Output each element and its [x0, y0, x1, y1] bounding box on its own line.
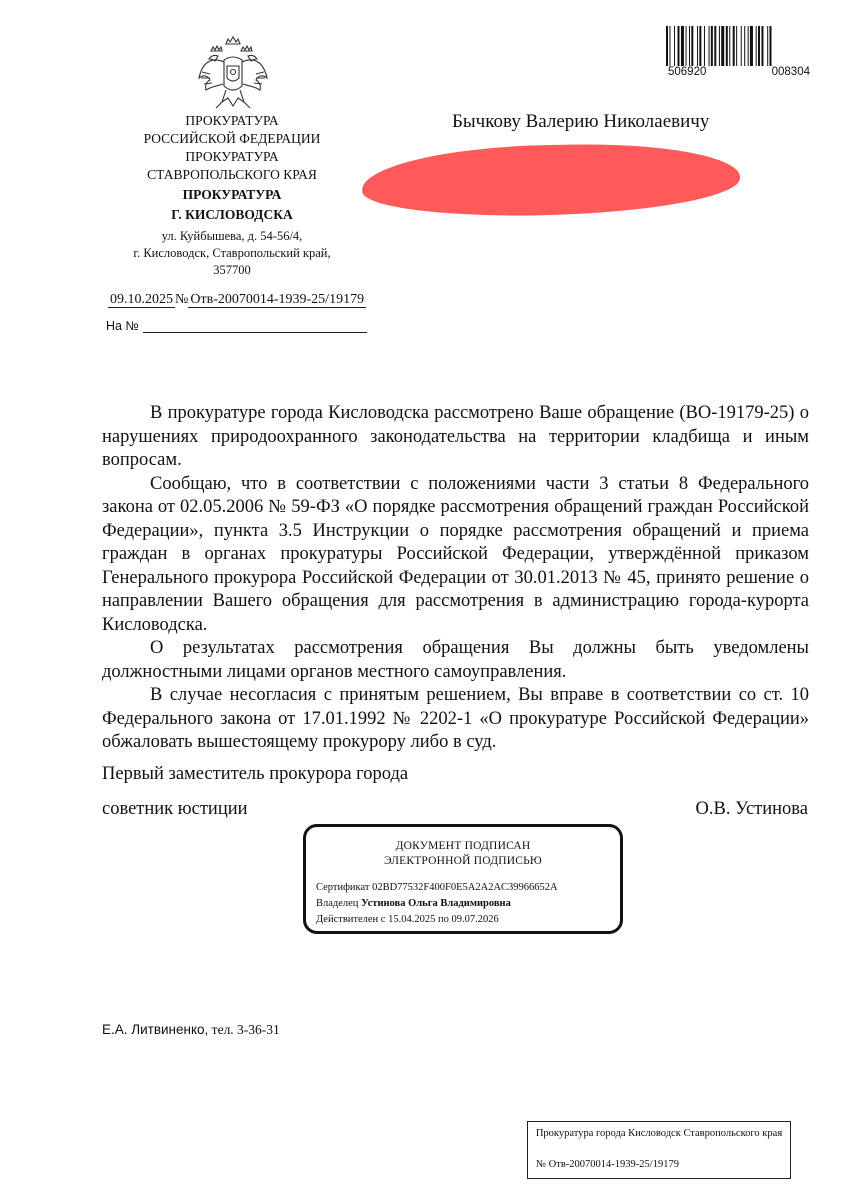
barcode-bar	[714, 26, 716, 66]
barcode-bar	[691, 26, 693, 66]
barcode	[666, 26, 808, 70]
barcode-bar	[689, 26, 690, 66]
issuer-bold-line: Г. КИСЛОВОДСКА	[171, 207, 293, 222]
outgoing-registration	[108, 292, 366, 308]
barcode-bar	[704, 26, 705, 66]
esign-owner	[316, 898, 511, 909]
barcode-bar	[719, 26, 720, 66]
signatory-name: О.В. Устинова	[695, 799, 808, 819]
barcode-bar	[729, 26, 730, 66]
barcode-bar	[767, 26, 768, 66]
executor-name: Е.А. Литвиненко,	[102, 1022, 209, 1037]
body-paragraph: О результатах рассмотрения обращения Вы должны быть уведомлены должностными лицами органов местного самоуправления.	[102, 638, 809, 682]
signatory-rank: советник юстиции	[102, 799, 248, 819]
esign-certificate	[316, 882, 558, 893]
issuer-address-line: г. Кисловодск, Ставропольский край,	[133, 246, 331, 260]
barcode-bar	[669, 26, 670, 66]
barcode-right-number: 008304	[771, 66, 810, 78]
esign-cert-value: 02BD77532F400F0E5A2A2AC39966652A	[372, 882, 558, 893]
body-paragraph: Сообщаю, что в соответствии с положениями части 3 статьи 8 Федерального закона от 02.05.2006 № 59-ФЗ «О порядке рассмотрения обращений граждан Российской Федерации», пункта 3.5 Инструкции о порядке рассмотрения обращений и приема граждан в органах прокуратуры Российской Федерации, утверждённой приказом Генерального прокурора Российской Федерации от 30.01.2013 № 45, принято решение о направлении Вашего обращения для рассмотрения в администрацию города-курорта Кисловодска.	[102, 473, 809, 635]
barcode-bar	[721, 26, 724, 66]
redaction-mark	[361, 141, 740, 219]
issuer-address-line: 357700	[213, 263, 251, 277]
esign-valid-from-label: Действителен с	[316, 914, 386, 925]
issuer-line: ПРОКУРАТУРА	[185, 113, 279, 128]
signatory-title: Первый заместитель прокурора города	[102, 764, 409, 784]
barcode-bar	[678, 26, 680, 66]
reg-stamp-org: Прокуратура города Кисловодск Ставропольского края	[535, 1128, 783, 1139]
addressee-name: Бычкову Валерию Николаевичу	[452, 111, 710, 132]
body-paragraph: В прокуратуре города Кисловодска рассмотрено Ваше обращение (ВО-19179-25) о нарушениях природоохранного законодательства на территории кладбища и иным вопросам.	[102, 403, 809, 470]
issuer-block	[96, 112, 368, 279]
barcode-bar	[709, 26, 710, 66]
barcode-bar	[681, 26, 684, 66]
outgoing-number: Отв-20070014-1939-25/19179	[190, 292, 365, 307]
issuer-line: ПРОКУРАТУРА	[185, 149, 279, 164]
esign-header-line: ДОКУМЕНТ ПОДПИСАН	[395, 840, 531, 852]
esign-header-line: ЭЛЕКТРОННОЙ ПОДПИСЬЮ	[384, 855, 542, 867]
esign-owner-value: Устинова Ольга Владимировна	[361, 898, 511, 909]
esign-valid-from: 15.04.2025	[388, 914, 436, 925]
barcode-bar	[744, 26, 745, 66]
issuer-line: СТАВРОПОЛЬСКОГО КРАЯ	[147, 167, 317, 182]
barcode-bar	[686, 26, 687, 66]
esign-cert-label: Сертификат	[316, 882, 370, 893]
barcode-bar	[674, 26, 675, 66]
reg-stamp-number	[536, 1159, 679, 1170]
number-sign: №	[175, 292, 189, 307]
registration-stamp	[527, 1121, 791, 1179]
barcode-bar	[758, 26, 760, 66]
esign-validity	[316, 914, 499, 925]
barcode-bar	[756, 26, 757, 66]
barcode-bar	[697, 26, 698, 66]
barcode-bar	[711, 26, 713, 66]
barcode-bar	[750, 26, 753, 66]
barcode-numbers	[668, 66, 810, 78]
executor-phone: тел. 3-36-31	[211, 1022, 280, 1037]
reg-stamp-number-sign: №	[536, 1159, 547, 1170]
barcode-bar	[741, 26, 742, 66]
esign-valid-to: 09.07.2026	[451, 914, 499, 925]
barcode-bar	[736, 26, 737, 66]
issuer-line: РОССИЙСКОЙ ФЕДЕРАЦИИ	[143, 131, 321, 146]
body-paragraph: В случае несогласия с принятым решением, Вы вправе в соответствии со ст. 10 Федерального закона от 17.01.1992 № 2202-1 «О прокуратуре Российской Федерации» обжаловать вышестоящему прокурору либо в суд.	[102, 685, 809, 752]
barcode-bar	[733, 26, 735, 66]
reg-stamp-number-value: Отв-20070014-1939-25/19179	[548, 1159, 679, 1170]
barcode-bar	[761, 26, 763, 66]
reply-to-field	[106, 318, 367, 333]
reply-to-blank	[143, 318, 367, 333]
barcode-bar	[699, 26, 701, 66]
barcode-left-number: 506920	[668, 66, 707, 78]
barcode-bar	[726, 26, 728, 66]
reply-to-label: На №	[106, 319, 139, 333]
barcode-bar	[666, 26, 668, 66]
executor-line	[102, 1022, 280, 1038]
issuer-bold-line: ПРОКУРАТУРА	[182, 187, 282, 202]
issuer-address-line: ул. Куйбышева, д. 54-56/4,	[161, 229, 303, 243]
outgoing-date: 09.10.2025	[110, 292, 173, 307]
letter-body	[102, 402, 809, 755]
coat-of-arms-emblem	[196, 34, 270, 112]
esign-header	[306, 839, 620, 869]
electronic-signature-stamp	[303, 824, 623, 934]
barcode-bar	[748, 26, 749, 66]
esign-valid-to-label: по	[437, 914, 449, 925]
barcode-bar	[770, 26, 772, 66]
esign-owner-label: Владелец	[316, 898, 359, 909]
